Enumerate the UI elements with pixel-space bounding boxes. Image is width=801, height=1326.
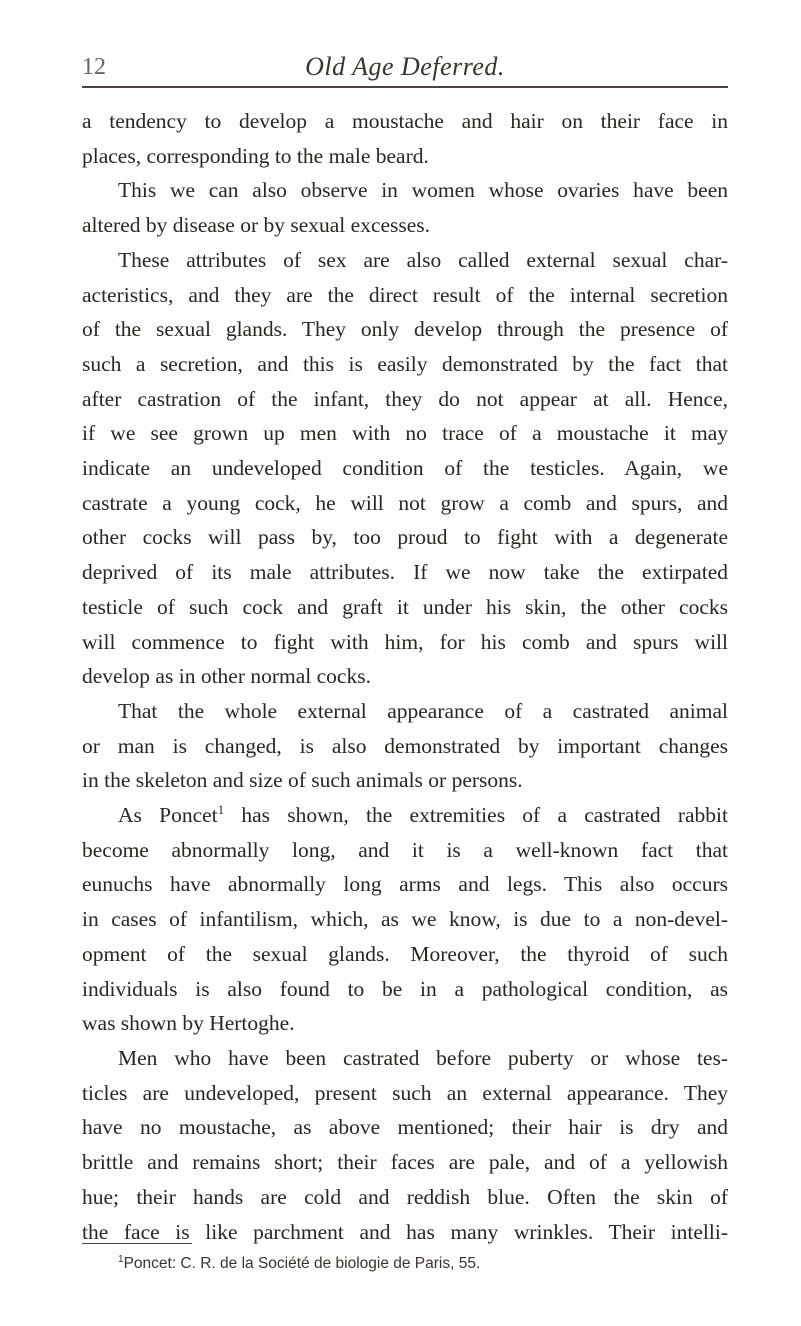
text-line: This we can also observe in women whose ovaries have been	[118, 178, 728, 203]
footnote-text: Poncet: C. R. de la Société de biologie de Paris, 55.	[123, 1255, 481, 1272]
text-line: in the skeleton and size of such animals or persons.	[82, 768, 523, 793]
footnote-marker: 1	[118, 1254, 124, 1265]
text-line: of the sexual glands. They only develop through the presence of	[82, 317, 728, 342]
text-line	[82, 798, 728, 833]
text-line: eunuchs have abnormally long arms and legs. This also occurs	[82, 872, 728, 897]
text-line: if we see grown up men with no trace of a moustache it may	[82, 421, 728, 446]
text-line: castrate a young cock, he will not grow a comb and spurs, and	[82, 490, 728, 515]
text-line: will commence to fight with him, for his comb and spurs will	[82, 629, 728, 654]
text-line: the face is like parchment and has many wrinkles. Their intelli-	[82, 1219, 728, 1244]
paragraph-2	[82, 173, 728, 242]
footnote-rule	[82, 1243, 192, 1244]
footnote-reference[interactable]: 1	[217, 802, 225, 818]
text-line: testicle of such cock and graft it under his skin, the other cocks	[82, 594, 728, 619]
body-text	[82, 104, 728, 1249]
text-line: become abnormally long, and it is a well-known fact that	[82, 837, 728, 862]
text-fragment: has shown, the extremities of a castrated rabbit	[224, 803, 728, 828]
text-line: such a secretion, and this is easily demonstrated by the fact that	[82, 351, 728, 376]
text-line: ticles are undeveloped, present such an external appearance. They	[82, 1080, 728, 1105]
text-line: or man is changed, is also demonstrated by important changes	[82, 733, 728, 758]
text-line: deprived of its male attributes. If we now take the extirpated	[82, 560, 728, 585]
text-line: These attributes of sex are also called external sexual char-	[118, 247, 728, 272]
footnote	[118, 1255, 480, 1273]
text-line: acteristics, and they are the direct result of the internal secretion	[82, 282, 728, 307]
paragraph-5	[82, 798, 728, 1041]
paragraph-6	[82, 1041, 728, 1249]
text-line: develop as in other normal cocks.	[82, 664, 371, 689]
paragraph-4	[82, 694, 728, 798]
header-rule	[82, 86, 728, 88]
page-number: 12	[82, 54, 106, 80]
text-line: opment of the sexual glands. Moreover, the thyroid of such	[82, 941, 728, 966]
running-title: Old Age Deferred.	[305, 52, 505, 81]
paragraph-3	[82, 243, 728, 694]
text-line: brittle and remains short; their faces are pale, and of a yellowish	[82, 1150, 728, 1175]
text-line: individuals is also found to be in a pathological condition, as	[82, 976, 728, 1001]
text-line: indicate an undeveloped condition of the testicles. Again, we	[82, 456, 728, 481]
text-line: in cases of infantilism, which, as we know, is due to a non-devel-	[82, 907, 728, 932]
text-line: places, corresponding to the male beard.	[82, 143, 429, 168]
text-line: other cocks will pass by, too proud to fight with a degenerate	[82, 525, 728, 550]
paragraph-1	[82, 104, 728, 173]
text-line: altered by disease or by sexual excesses.	[82, 213, 431, 238]
text-line: after castration of the infant, they do not appear at all. Hence,	[82, 386, 728, 411]
text-line: That the whole external appearance of a castrated animal	[118, 698, 728, 723]
text-line: Men who have been castrated before puberty or whose tes-	[118, 1045, 728, 1070]
text-line: a tendency to develop a moustache and hair on their face in	[82, 109, 728, 133]
text-line: have no moustache, as above mentioned; their hair is dry and	[82, 1115, 728, 1140]
text-line: was shown by Hertoghe.	[82, 1011, 295, 1036]
running-head	[82, 52, 728, 86]
text-line: hue; their hands are cold and reddish blue. Often the skin of	[82, 1184, 728, 1209]
text-fragment: As Poncet	[118, 803, 218, 828]
